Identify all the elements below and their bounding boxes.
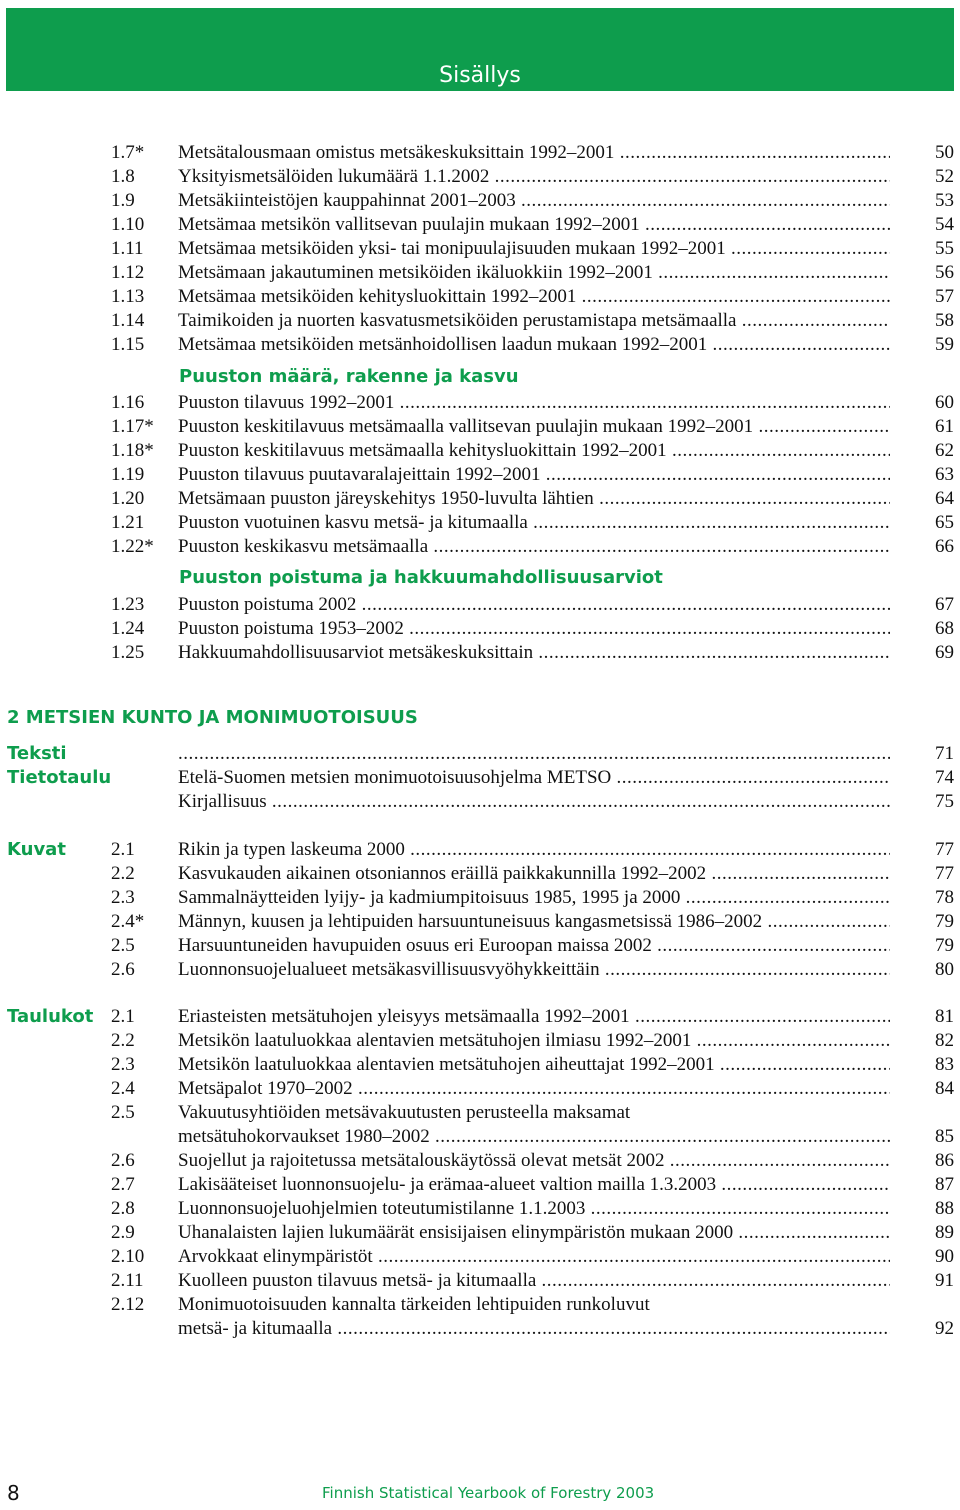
toc-entry[interactable] <box>0 1077 960 1101</box>
entry-title: Männyn, kuusen ja lehtipuiden harsuuntuneisuus kangasmetsissä 1986–2002 ..... <box>178 910 890 934</box>
entry-number: 2.1 <box>111 839 135 860</box>
toc-entry[interactable] <box>0 886 960 910</box>
entry-title: Puuston vuotuinen kasvu metsä- ja kitumaalla ..... <box>178 511 890 535</box>
toc-entry[interactable] <box>0 790 960 814</box>
entry-number: 2.11 <box>111 1270 144 1291</box>
entry-page: 59 <box>935 334 954 355</box>
entry-page: 65 <box>935 512 954 533</box>
entry-page: 80 <box>935 959 954 980</box>
contents-header-bar <box>6 8 954 91</box>
entry-page: 63 <box>935 464 954 485</box>
entry-number: 1.9 <box>111 190 135 211</box>
entry-title: Puuston tilavuus 1992–2001 ..... <box>178 391 890 415</box>
entry-title: Luonnonsuojelualueet metsäkasvillisuusvyöhykkeittäin ..... <box>178 958 890 982</box>
entry-page: 92 <box>935 1318 954 1339</box>
entry-title: Metsämaa metsiköiden yksi- tai monipuulajisuuden mukaan 1992–2001 ..... <box>178 237 890 261</box>
entry-number: 2.4 <box>111 1078 135 1099</box>
entry-number: 1.14 <box>111 310 145 331</box>
toc-entry[interactable] <box>0 1197 960 1221</box>
entry-page: 57 <box>935 286 954 307</box>
toc-entry[interactable] <box>0 1245 960 1269</box>
entry-number: 2.10 <box>111 1246 145 1267</box>
entry-page: 85 <box>935 1126 954 1147</box>
entry-number: 2.4* <box>111 911 145 932</box>
toc-entry[interactable] <box>0 766 960 790</box>
entry-page: 84 <box>935 1078 954 1099</box>
entry-number: 1.18* <box>111 440 154 461</box>
toc-entry[interactable] <box>0 439 960 463</box>
toc-entry[interactable] <box>0 535 960 559</box>
entry-title: Sammalnäytteiden lyijy- ja kadmiumpitoisuus 1985, 1995 ja 2000 ..... <box>178 886 890 910</box>
entry-number: 2.12 <box>111 1294 145 1315</box>
entry-number: 1.20 <box>111 488 145 509</box>
toc-entry[interactable] <box>0 261 960 285</box>
entry-number: 1.11 <box>111 238 144 259</box>
entry-page: 58 <box>935 310 954 331</box>
entry-number: 1.21 <box>111 512 145 533</box>
category-label-taulukot: Taulukot <box>7 1006 94 1027</box>
toc-entry[interactable] <box>0 1317 960 1341</box>
entry-page: 55 <box>935 238 954 259</box>
entry-title: Suojellut ja rajoitetussa metsätalouskäytössä olevat metsät 2002 ..... <box>178 1149 890 1173</box>
toc-entry[interactable] <box>0 838 960 862</box>
entry-title: Metsämaan puuston järeyskehitys 1950-luvulta lähtien ..... <box>178 487 890 511</box>
toc-entry[interactable] <box>0 1149 960 1173</box>
entry-title: Rikin ja typen laskeuma 2000 ..... <box>178 838 890 862</box>
entry-page: 89 <box>935 1222 954 1243</box>
entry-page: 77 <box>935 863 954 884</box>
section-heading-poistuma: Puuston poistuma ja hakkuumahdollisuusarviot <box>179 567 663 588</box>
entry-page: 61 <box>935 416 954 437</box>
entry-number: 1.7* <box>111 142 145 163</box>
entry-number: 1.19 <box>111 464 145 485</box>
toc-entry[interactable] <box>0 1005 960 1029</box>
entry-page: 52 <box>935 166 954 187</box>
entry-page: 54 <box>935 214 954 235</box>
toc-entry[interactable] <box>0 463 960 487</box>
entry-page: 53 <box>935 190 954 211</box>
entry-number: 1.13 <box>111 286 145 307</box>
entry-page: 81 <box>935 1006 954 1027</box>
entry-number: 2.5 <box>111 935 135 956</box>
entry-title: Metsäkiinteistöjen kauppahinnat 2001–2003 ..... <box>178 189 890 213</box>
entry-title: Yksityismetsälöiden lukumäärä 1.1.2002 ..... <box>178 165 890 189</box>
entry-page: 77 <box>935 839 954 860</box>
toc-entry[interactable] <box>0 415 960 439</box>
entry-number: 1.12 <box>111 262 145 283</box>
toc-entry[interactable] <box>0 958 960 982</box>
toc-entry[interactable] <box>0 1221 960 1245</box>
toc-entry[interactable] <box>0 391 960 415</box>
entry-page: 78 <box>935 887 954 908</box>
footer-publication-title: Finnish Statistical Yearbook of Forestry 2003 <box>322 1484 655 1502</box>
entry-page: 90 <box>935 1246 954 1267</box>
entry-number: 1.16 <box>111 392 145 413</box>
entry-title: Puuston poistuma 1953–2002 ..... <box>178 617 890 641</box>
toc-entry[interactable] <box>0 333 960 357</box>
toc-entry[interactable] <box>0 742 960 766</box>
category-label-kuvat: Kuvat <box>7 839 66 860</box>
entry-page: 69 <box>935 642 954 663</box>
entry-number: 1.25 <box>111 642 145 663</box>
entry-title: Metsämaa metsiköiden metsänhoidollisen laadun mukaan 1992–2001 ..... <box>178 333 890 357</box>
entry-number: 2.2 <box>111 863 135 884</box>
toc-entry[interactable] <box>0 862 960 886</box>
toc-entry[interactable] <box>0 934 960 958</box>
category-label-tietotaulu: Tietotaulu <box>7 767 112 788</box>
entry-number: 1.24 <box>111 618 145 639</box>
entry-number: 1.17* <box>111 416 154 437</box>
entry-title: Kuolleen puuston tilavuus metsä- ja kitumaalla ..... <box>178 1269 890 1293</box>
entry-number: 2.6 <box>111 1150 135 1171</box>
entry-title: Puuston keskitilavuus metsämaalla vallitsevan puulajin mukaan 1992–2001 ..... <box>178 415 890 439</box>
entry-number: 2.1 <box>111 1006 135 1027</box>
entry-title: Monimuotoisuuden kannalta tärkeiden lehtipuiden runkoluvut <box>178 1294 650 1315</box>
chapter-heading: 2 METSIEN KUNTO JA MONIMUOTOISUUS <box>7 707 418 728</box>
toc-entry[interactable] <box>0 1029 960 1053</box>
entry-page: 50 <box>935 142 954 163</box>
entry-number: 1.22* <box>111 536 154 557</box>
entry-page: 88 <box>935 1198 954 1219</box>
entry-title: Hakkuumahdollisuusarviot metsäkeskuksittain ..... <box>178 641 890 665</box>
entry-title: metsä- ja kitumaalla ..... <box>178 1317 890 1341</box>
entry-title: Puuston keskikasvu metsämaalla ..... <box>178 535 890 559</box>
entry-page: 79 <box>935 911 954 932</box>
entry-page: 87 <box>935 1174 954 1195</box>
entry-title: Kasvukauden aikainen otsoniannos eräillä paikkakunnilla 1992–2002 ..... <box>178 862 890 886</box>
toc-entry[interactable] <box>0 285 960 309</box>
toc-entry[interactable] <box>0 1173 960 1197</box>
toc-entry[interactable] <box>0 910 960 934</box>
entry-title: Kirjallisuus ..... <box>178 790 890 814</box>
entry-number: 1.15 <box>111 334 145 355</box>
entry-title: Metsikön laatuluokkaa alentavien metsätuhojen aiheuttajat 1992–2001 ..... <box>178 1053 890 1077</box>
footer-page-number: 8 <box>7 1481 20 1505</box>
category-label-teksti: Teksti <box>7 743 67 764</box>
entry-number: 1.8 <box>111 166 135 187</box>
entry-page: 56 <box>935 262 954 283</box>
toc-entry[interactable] <box>0 141 960 165</box>
toc-entry[interactable] <box>0 511 960 535</box>
toc-entry[interactable] <box>0 1293 960 1317</box>
entry-number: 2.6 <box>111 959 135 980</box>
entry-title: Uhanalaisten lajien lukumäärät ensisijaisen elinympäristön mukaan 2000 ..... <box>178 1221 890 1245</box>
entry-page: 83 <box>935 1054 954 1075</box>
entry-title: Vakuutusyhtiöiden metsävakuutusten perusteella maksamat <box>178 1102 631 1123</box>
entry-number: 2.3 <box>111 887 135 908</box>
entry-number: 2.3 <box>111 1054 135 1075</box>
toc-entry[interactable] <box>0 309 960 333</box>
entry-page: 71 <box>935 743 954 764</box>
entry-page: 79 <box>935 935 954 956</box>
entry-title: Puuston poistuma 2002 ..... <box>178 593 890 617</box>
entry-page: 82 <box>935 1030 954 1051</box>
entry-title: Lakisääteiset luonnonsuojelu- ja erämaa-alueet valtion mailla 1.3.2003 ..... <box>178 1173 890 1197</box>
section-heading-puusto: Puuston määrä, rakenne ja kasvu <box>179 366 519 387</box>
toc-entry[interactable] <box>0 237 960 261</box>
entry-number: 2.2 <box>111 1030 135 1051</box>
entry-page: 66 <box>935 536 954 557</box>
entry-title: Harsuuntuneiden havupuiden osuus eri Euroopan maissa 2002 ..... <box>178 934 890 958</box>
entry-title: metsätuhokorvaukset 1980–2002 ..... <box>178 1125 890 1149</box>
entry-number: 2.8 <box>111 1198 135 1219</box>
toc-entry[interactable] <box>0 1125 960 1149</box>
toc-entry[interactable] <box>0 593 960 617</box>
entry-title: Arvokkaat elinympäristöt ..... <box>178 1245 890 1269</box>
entry-number: 2.5 <box>111 1102 135 1123</box>
entry-title: Metsämaan jakautuminen metsiköiden ikäluokkiin 1992–2001 ..... <box>178 261 890 285</box>
toc-entry[interactable] <box>0 487 960 511</box>
toc-entry[interactable] <box>0 617 960 641</box>
page-title: Sisällys <box>439 63 521 88</box>
toc-entry[interactable] <box>0 1053 960 1077</box>
entry-page: 75 <box>935 791 954 812</box>
entry-number: 2.7 <box>111 1174 135 1195</box>
entry-title: Metsämaa metsiköiden kehitysluokittain 1992–2001 ..... <box>178 285 890 309</box>
entry-page: 68 <box>935 618 954 639</box>
toc-entry[interactable] <box>0 165 960 189</box>
entry-title: Eriasteisten metsätuhojen yleisyys metsämaalla 1992–2001 ..... <box>178 1005 890 1029</box>
toc-entry[interactable] <box>0 189 960 213</box>
entry-page: 67 <box>935 594 954 615</box>
entry-title: Taimikoiden ja nuorten kasvatusmetsiköiden perustamistapa metsämaalla ..... <box>178 309 890 333</box>
entry-number: 1.10 <box>111 214 145 235</box>
entry-title: Puuston keskitilavuus metsämaalla kehitysluokittain 1992–2001 ..... <box>178 439 890 463</box>
entry-title: Metsikön laatuluokkaa alentavien metsätuhojen ilmiasu 1992–2001 ..... <box>178 1029 890 1053</box>
entry-number: 1.23 <box>111 594 145 615</box>
entry-title <box>178 742 890 766</box>
toc-entry[interactable] <box>0 1269 960 1293</box>
entry-number: 2.9 <box>111 1222 135 1243</box>
entry-page: 86 <box>935 1150 954 1171</box>
entry-title: Puuston tilavuus puutavaralajeittain 1992–2001 ..... <box>178 463 890 487</box>
entry-title: Etelä-Suomen metsien monimuotoisuusohjelma METSO ..... <box>178 766 890 790</box>
toc-entry[interactable] <box>0 641 960 665</box>
entry-page: 91 <box>935 1270 954 1291</box>
entry-page: 74 <box>935 767 954 788</box>
toc-entry[interactable] <box>0 1101 960 1125</box>
entry-title: Metsätalousmaan omistus metsäkeskuksittain 1992–2001 ..... <box>178 141 890 165</box>
entry-page: 60 <box>935 392 954 413</box>
toc-entry[interactable] <box>0 213 960 237</box>
entry-title: Metsäpalot 1970–2002 ..... <box>178 1077 890 1101</box>
entry-page: 64 <box>935 488 954 509</box>
entry-title: Metsämaa metsikön vallitsevan puulajin mukaan 1992–2001 ..... <box>178 213 890 237</box>
entry-page: 62 <box>935 440 954 461</box>
entry-title: Luonnonsuojeluohjelmien toteutumistilanne 1.1.2003 ..... <box>178 1197 890 1221</box>
